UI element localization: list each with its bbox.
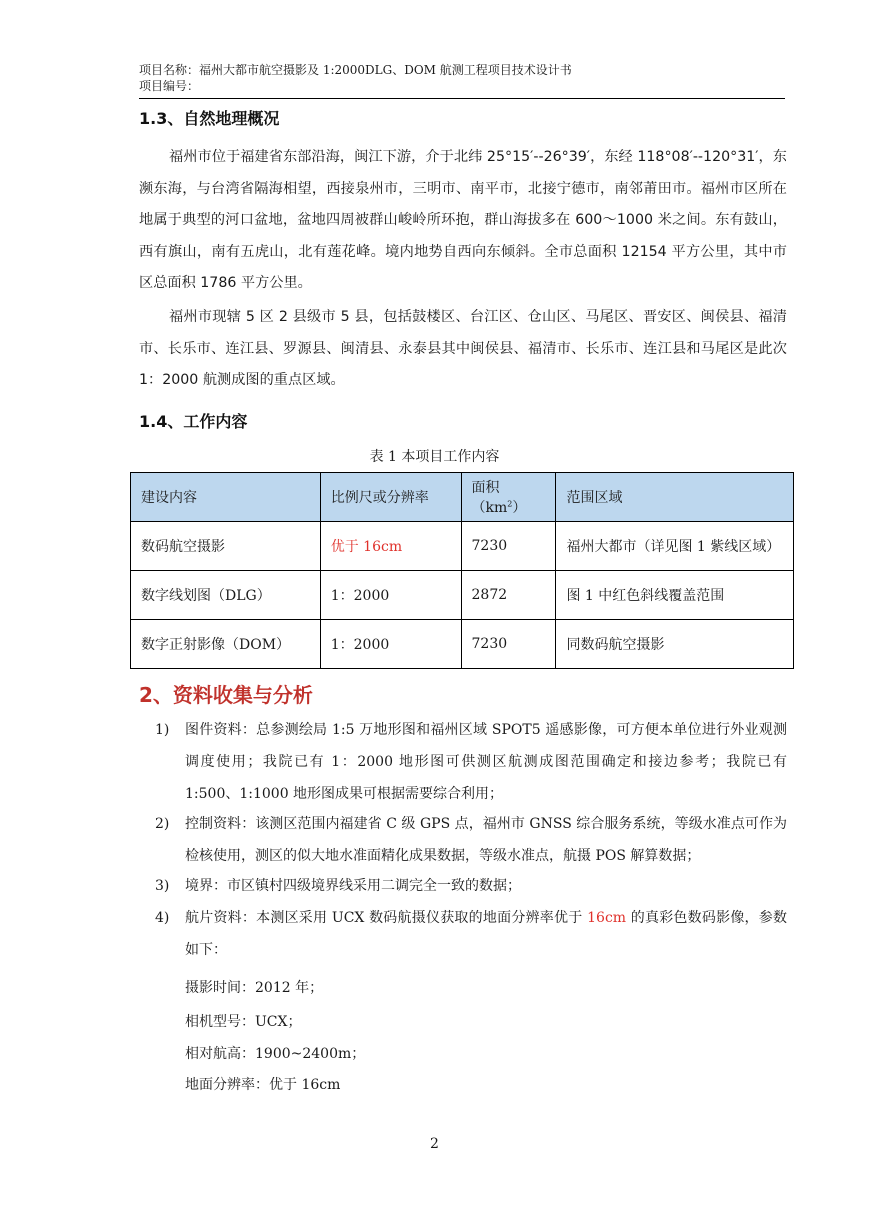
table-header-cell: 范围区域 [556,473,794,522]
table-cell: 数字正射影像（DOM） [131,620,321,669]
list-item-text: 控制资料：该测区范围内福建省 C 级 GPS 点，福州市 GNSS 综合服务系统，等级水准点可作为检核使用，测区的似大地水准面精化成果数据，等级水准点，航摄 POS 解算数据； [185,816,787,864]
table-header-row [131,473,794,522]
param-line: 相机型号：UCX； [185,1014,302,1030]
table-cell: 数码航空摄影 [131,522,321,571]
table-header-cell: 比例尺或分辨率 [320,473,461,522]
paragraph-districts: 福州市现辖 5 区 2 县级市 5 县，包括鼓楼区、台江区、仓山区、马尾区、晋安区、闽侯县、福清市、长乐市、连江县、罗源县、闽清县、永泰县其中闽侯县、福清市、长乐市、连江县和马尾区是此次 1：2000 航测成图的重点区域。 [139,309,787,388]
table-cell: 7230 [461,522,556,571]
param-line: 地面分辨率：优于 16cm [185,1077,341,1093]
section-heading-1-4: 1.4、工作内容 [139,412,248,431]
list-item-text: 境界：市区镇村四级境界线采用二调完全一致的数据； [185,878,521,894]
page-header [139,62,785,94]
table-cell: 1：2000 [320,620,461,669]
table-header-cell: 面积$(km^2)$ [461,473,556,522]
highlight-resolution: 16cm [587,910,627,926]
table-row [131,571,794,620]
table-cell: 图 1 中红色斜线覆盖范围 [556,571,794,620]
work-content-table [130,472,794,669]
list-item [155,870,787,902]
table-cell: 福州大都市（详见图 1 紫线区域） [556,522,794,571]
paragraph-geography: 福州市位于福建省东部沿海，闽江下游，介于北纬 25°15′--26°39′，东经 118°08′--120°31′，东濒东海，与台湾省隔海相望，西接泉州市，三明市、南平市，北接宁德市，南邻莆田市。福州市区所在地属于典型的河口盆地，盆地四周被群山峻岭所环抱，群山海拔多在 600～1000 米之间。东有鼓山，西有旗山，南有五虎山，北有莲花峰。境内地势自西向东倾斜。全市总面积 12154 平方公里，其中市区总面积 1786 平方公里。 [139,149,787,291]
list-item-number: 2) [155,816,170,832]
table-row [131,522,794,571]
list-item-text: 航片资料：本测区采用 UCX 数码航摄仪获取的地面分辨率优于 16cm 的真彩色数码影像，参数如下： [185,910,788,958]
table-cell: 2872 [461,571,556,620]
table-cell: 7230 [461,620,556,669]
section-heading-1-3: 1.3、自然地理概况 [139,109,280,128]
list-item-number: 3) [155,878,170,894]
project-name: 项目名称：福州大都市航空摄影及 1:2000DLG、DOM 航测工程项目技术设计书 [139,63,572,77]
project-number: 项目编号： [139,79,200,93]
param-line: 相对航高：1900~2400m； [185,1046,366,1062]
table-cell: 优于 16cm [320,522,461,571]
list-item-text: 图件资料：总参测绘局 1:5 万地形图和福州区域 SPOT5 遥感影像，可方便本单位进行外业观测调度使用；我院已有 1：2000 地形图可供测区航测成图范围确定和接边参考；我院已有 1:500、1:1000 地形图成果可根据需要综合利用； [185,722,787,802]
list-item [155,714,787,810]
table-caption: 表 1 本项目工作内容 [369,449,500,465]
page-number: 2 [430,1136,439,1152]
list-item [155,902,787,966]
table-header-cell: 建设内容 [131,473,321,522]
list-item [155,808,787,872]
table-cell: 同数码航空摄影 [556,620,794,669]
table-cell: 数字线划图（DLG） [131,571,321,620]
table-row [131,620,794,669]
param-line: 摄影时间：2012 年； [185,980,324,996]
section-heading-2: 2、资料收集与分析 [139,683,313,707]
list-item-number: 1) [155,722,170,738]
list-item-number: 4) [155,910,170,926]
table-cell: 1：2000 [320,571,461,620]
header-rule [139,98,785,99]
